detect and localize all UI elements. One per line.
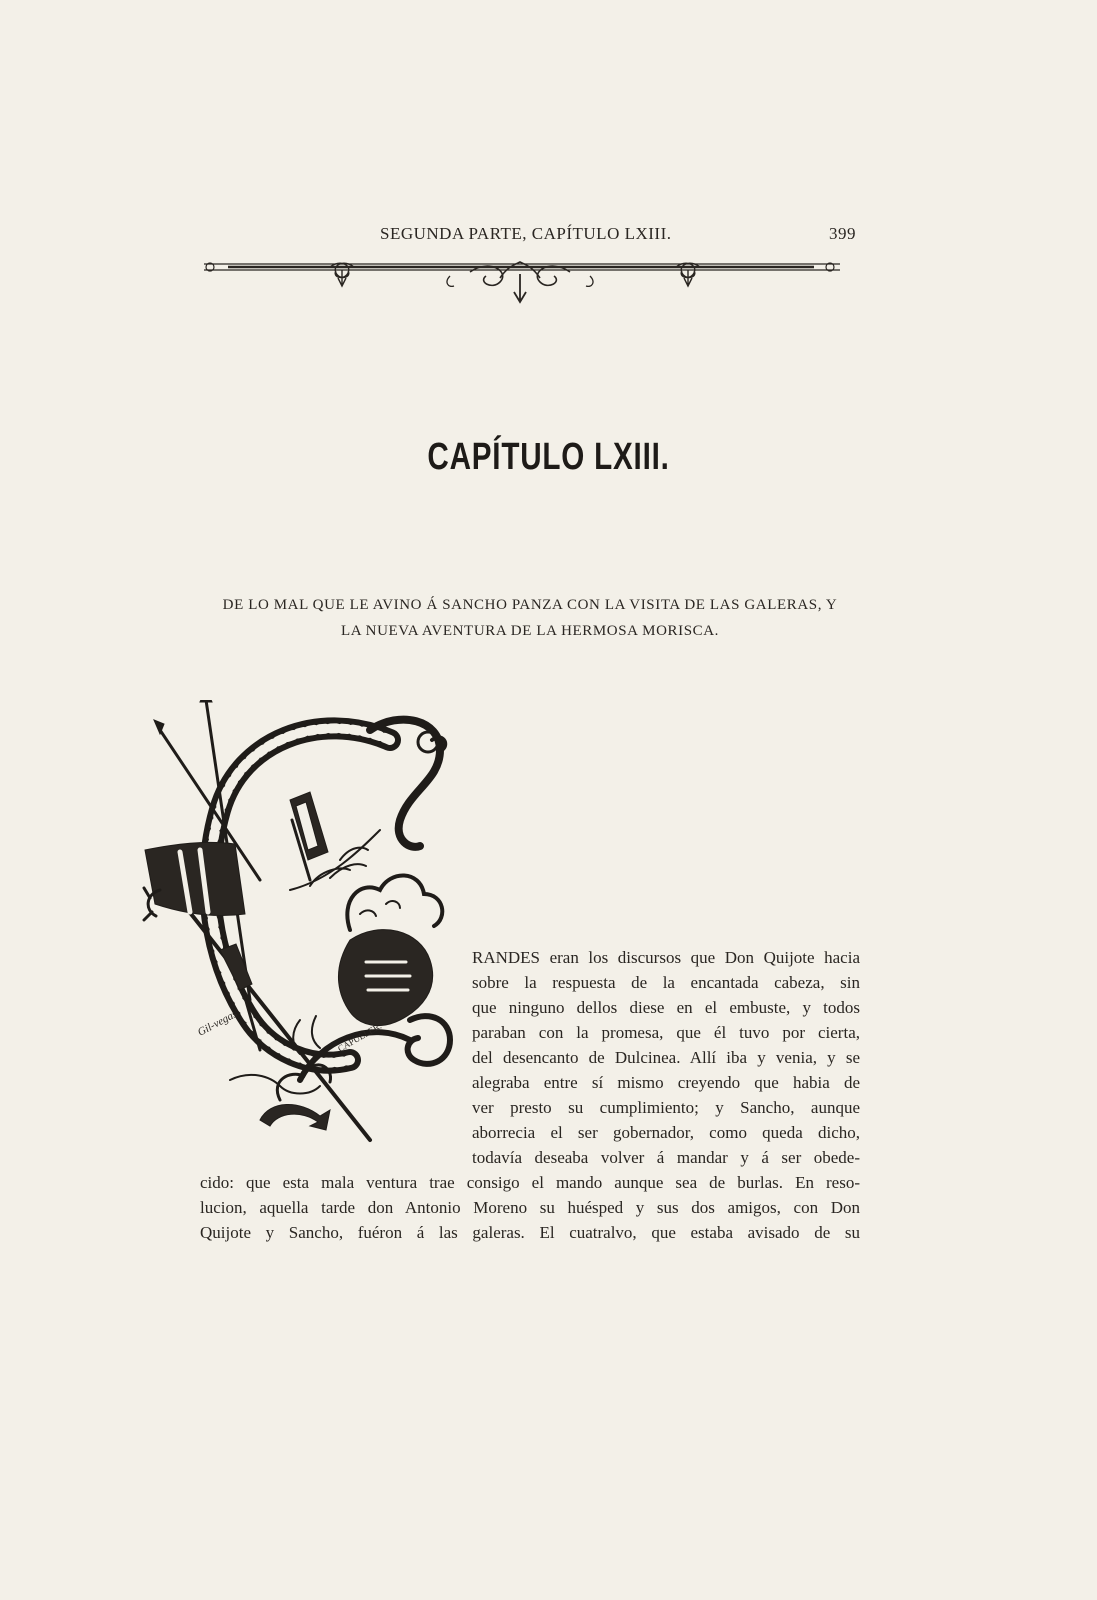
body-line: sobre la respuesta de la encantada cabeza, sin <box>472 973 860 992</box>
summary-line: DE LO MAL QUE LE AVINO Á SANCHO PANZA CON LA VISITA DE LAS GALERAS, Y <box>222 597 838 613</box>
body-line: aborrecia el ser gobernador, como queda dicho, <box>472 1123 860 1142</box>
page-number: 399 <box>829 224 856 243</box>
body-line: alegraba entre sí mismo creyendo que habia de <box>472 1073 860 1092</box>
header-ornament <box>200 258 856 312</box>
body-line: Quijote y Sancho, fuéron á las galeras. El cuatralvo, que estaba avisado de su <box>200 1223 860 1242</box>
decorated-initial-g <box>140 700 460 1180</box>
engraver-signature: Gil-vegas <box>195 1007 240 1039</box>
body-line: todavía deseaba volver á mandar y á ser obede- <box>472 1148 860 1167</box>
summary-line: LA NUEVA AVENTURA DE LA HERMOSA MORISCA. <box>340 623 720 639</box>
body-line: paraban con la promesa, que él tuvo por cierta, <box>472 1023 860 1042</box>
chapter-summary <box>200 592 860 644</box>
body-line: ver presto su cumplimiento; y Sancho, aunque <box>472 1098 860 1117</box>
running-title: SEGUNDA PARTE, CAPÍTULO LXIII. <box>380 224 672 243</box>
body-line: cido: que esta mala ventura trae consigo el mando aunque sea de burlas. En reso- <box>200 1173 860 1192</box>
body-line: lucion, aquella tarde don Antonio Moreno su huésped y sus dos amigos, con Don <box>200 1198 860 1217</box>
body-line: RANDES eran los discursos que Don Quijote hacia <box>472 948 860 967</box>
engraver-signature: CAPULLER. <box>336 1020 384 1054</box>
chapter-title: CAPÍTULO LXIII. <box>427 436 670 478</box>
body-line: del desencanto de Dulcinea. Allí iba y venia, y se <box>472 1048 860 1067</box>
body-line: que ninguno dellos diese en el embuste, y todos <box>472 998 860 1017</box>
running-head <box>200 224 856 250</box>
